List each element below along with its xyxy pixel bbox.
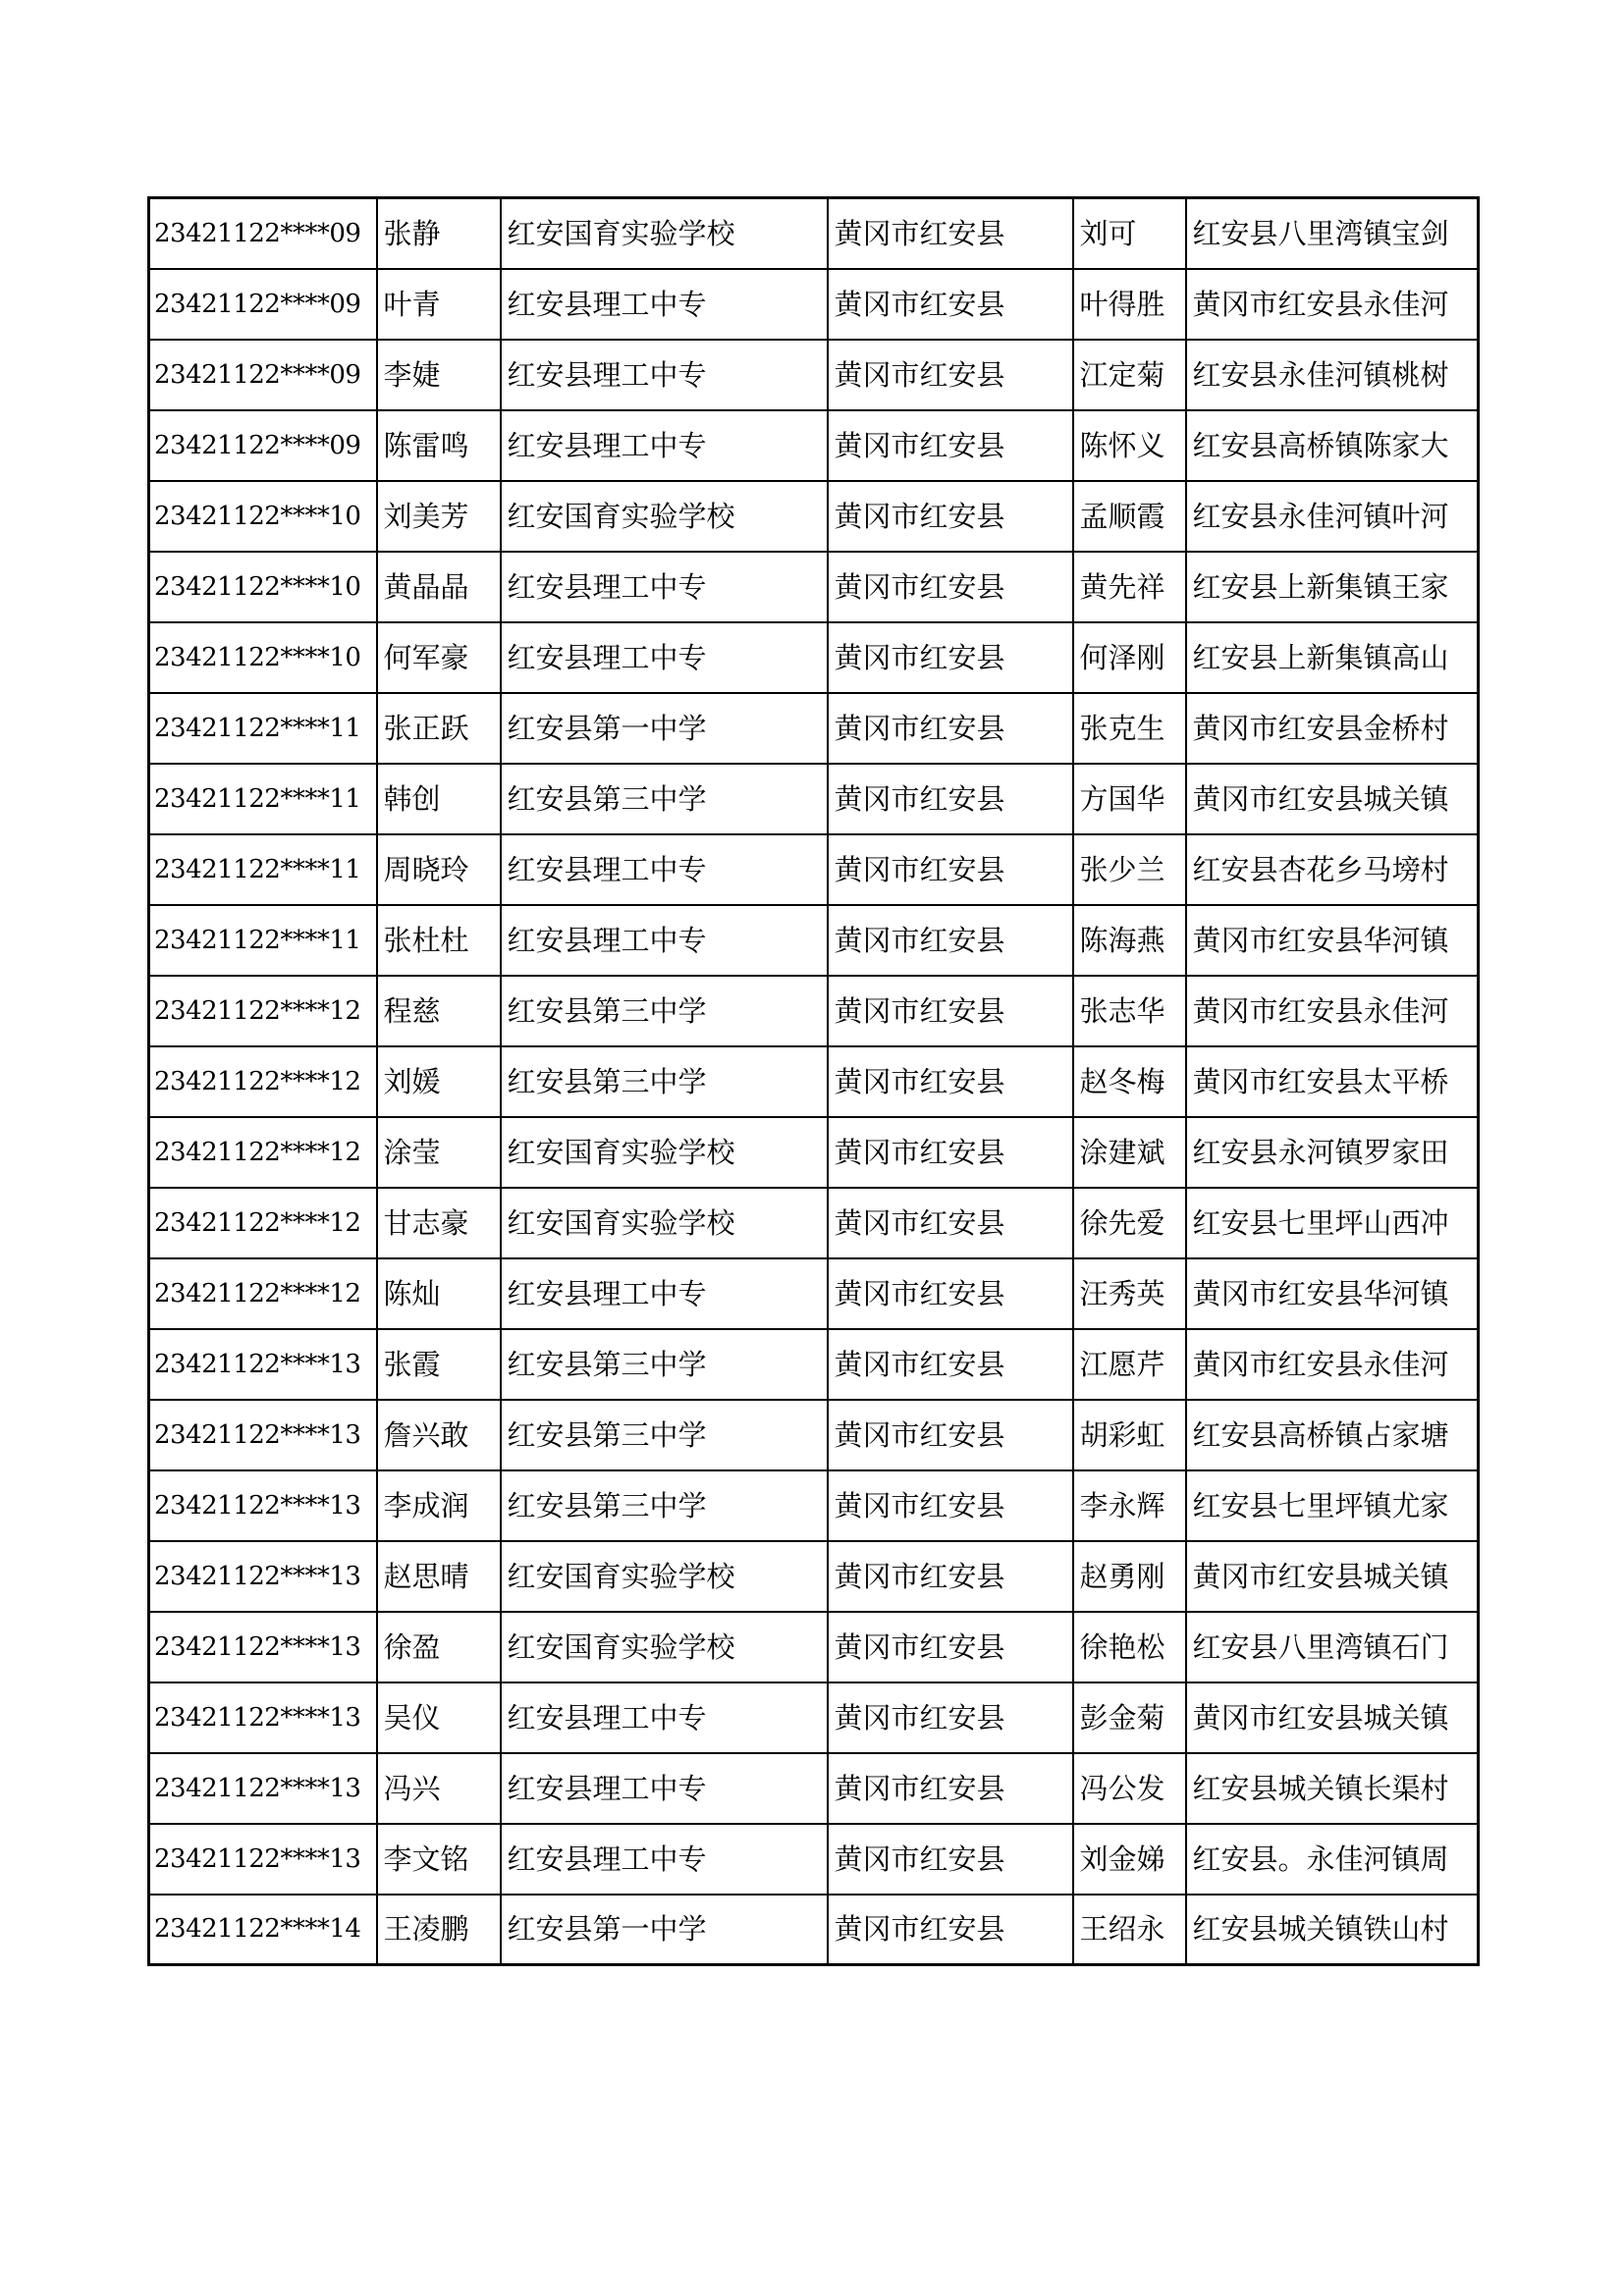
region-cell: 黄冈市红安县 bbox=[828, 1046, 1073, 1117]
region-cell: 黄冈市红安县 bbox=[828, 481, 1073, 552]
guardian-cell: 徐先爱 bbox=[1073, 1188, 1186, 1258]
id-cell: 23421122****11 bbox=[149, 693, 377, 764]
region-cell: 黄冈市红安县 bbox=[828, 693, 1073, 764]
id-cell: 23421122****12 bbox=[149, 1046, 377, 1117]
guardian-cell: 赵冬梅 bbox=[1073, 1046, 1186, 1117]
id-cell: 23421122****12 bbox=[149, 1117, 377, 1188]
region-cell: 黄冈市红安县 bbox=[828, 834, 1073, 905]
guardian-cell: 黄先祥 bbox=[1073, 552, 1186, 622]
table-row bbox=[149, 198, 1479, 269]
name-cell: 涂莹 bbox=[377, 1117, 501, 1188]
table-row bbox=[149, 834, 1479, 905]
region-cell: 黄冈市红安县 bbox=[828, 1895, 1073, 1965]
school-cell: 红安国育实验学校 bbox=[501, 1117, 828, 1188]
name-cell: 周晓玲 bbox=[377, 834, 501, 905]
address-cell: 黄冈市红安县城关镇 bbox=[1186, 1541, 1479, 1612]
region-cell: 黄冈市红安县 bbox=[828, 1400, 1073, 1470]
school-cell: 红安国育实验学校 bbox=[501, 1541, 828, 1612]
school-cell: 红安县理工中专 bbox=[501, 340, 828, 410]
guardian-cell: 张志华 bbox=[1073, 976, 1186, 1046]
address-cell: 黄冈市红安县华河镇 bbox=[1186, 905, 1479, 976]
table-row bbox=[149, 481, 1479, 552]
table-row bbox=[149, 1400, 1479, 1470]
name-cell: 张杜杜 bbox=[377, 905, 501, 976]
school-cell: 红安县理工中专 bbox=[501, 1824, 828, 1895]
table-row bbox=[149, 905, 1479, 976]
guardian-cell: 江愿芹 bbox=[1073, 1329, 1186, 1400]
guardian-cell: 江定菊 bbox=[1073, 340, 1186, 410]
address-cell: 红安县七里坪山西冲 bbox=[1186, 1188, 1479, 1258]
address-cell: 红安县永佳河镇桃树 bbox=[1186, 340, 1479, 410]
table-row bbox=[149, 1541, 1479, 1612]
guardian-cell: 涂建斌 bbox=[1073, 1117, 1186, 1188]
address-cell: 红安县永佳河镇叶河 bbox=[1186, 481, 1479, 552]
guardian-cell: 刘可 bbox=[1073, 198, 1186, 269]
region-cell: 黄冈市红安县 bbox=[828, 269, 1073, 340]
region-cell: 黄冈市红安县 bbox=[828, 1117, 1073, 1188]
address-cell: 黄冈市红安县永佳河 bbox=[1186, 1329, 1479, 1400]
address-cell: 红安县上新集镇王家 bbox=[1186, 552, 1479, 622]
school-cell: 红安县第三中学 bbox=[501, 1470, 828, 1541]
guardian-cell: 刘金娣 bbox=[1073, 1824, 1186, 1895]
school-cell: 红安国育实验学校 bbox=[501, 481, 828, 552]
school-cell: 红安县理工中专 bbox=[501, 622, 828, 693]
guardian-cell: 孟顺霞 bbox=[1073, 481, 1186, 552]
region-cell: 黄冈市红安县 bbox=[828, 1258, 1073, 1329]
table-row bbox=[149, 764, 1479, 834]
address-cell: 黄冈市红安县太平桥 bbox=[1186, 1046, 1479, 1117]
guardian-cell: 张克生 bbox=[1073, 693, 1186, 764]
school-cell: 红安县第一中学 bbox=[501, 693, 828, 764]
name-cell: 陈灿 bbox=[377, 1258, 501, 1329]
region-cell: 黄冈市红安县 bbox=[828, 1682, 1073, 1753]
id-cell: 23421122****13 bbox=[149, 1470, 377, 1541]
guardian-cell: 赵勇刚 bbox=[1073, 1541, 1186, 1612]
name-cell: 冯兴 bbox=[377, 1753, 501, 1824]
id-cell: 23421122****10 bbox=[149, 552, 377, 622]
address-cell: 红安县上新集镇高山 bbox=[1186, 622, 1479, 693]
table-row bbox=[149, 1046, 1479, 1117]
region-cell: 黄冈市红安县 bbox=[828, 410, 1073, 481]
records-body bbox=[149, 198, 1479, 1965]
school-cell: 红安县理工中专 bbox=[501, 1682, 828, 1753]
id-cell: 23421122****13 bbox=[149, 1753, 377, 1824]
name-cell: 张静 bbox=[377, 198, 501, 269]
table-row bbox=[149, 340, 1479, 410]
id-cell: 23421122****10 bbox=[149, 622, 377, 693]
name-cell: 吴仪 bbox=[377, 1682, 501, 1753]
address-cell: 红安县七里坪镇尤家 bbox=[1186, 1470, 1479, 1541]
school-cell: 红安县第三中学 bbox=[501, 1400, 828, 1470]
school-cell: 红安县第三中学 bbox=[501, 764, 828, 834]
table-row bbox=[149, 1824, 1479, 1895]
name-cell: 叶青 bbox=[377, 269, 501, 340]
school-cell: 红安县理工中专 bbox=[501, 552, 828, 622]
name-cell: 甘志豪 bbox=[377, 1188, 501, 1258]
region-cell: 黄冈市红安县 bbox=[828, 1470, 1073, 1541]
name-cell: 何军豪 bbox=[377, 622, 501, 693]
name-cell: 李成润 bbox=[377, 1470, 501, 1541]
region-cell: 黄冈市红安县 bbox=[828, 552, 1073, 622]
address-cell: 红安县城关镇长渠村 bbox=[1186, 1753, 1479, 1824]
guardian-cell: 王绍永 bbox=[1073, 1895, 1186, 1965]
name-cell: 刘美芳 bbox=[377, 481, 501, 552]
id-cell: 23421122****13 bbox=[149, 1612, 377, 1682]
region-cell: 黄冈市红安县 bbox=[828, 764, 1073, 834]
region-cell: 黄冈市红安县 bbox=[828, 976, 1073, 1046]
school-cell: 红安国育实验学校 bbox=[501, 198, 828, 269]
school-cell: 红安县第三中学 bbox=[501, 976, 828, 1046]
address-cell: 黄冈市红安县金桥村 bbox=[1186, 693, 1479, 764]
school-cell: 红安县理工中专 bbox=[501, 1753, 828, 1824]
region-cell: 黄冈市红安县 bbox=[828, 1329, 1073, 1400]
id-cell: 23421122****12 bbox=[149, 976, 377, 1046]
table-row bbox=[149, 1753, 1479, 1824]
guardian-cell: 彭金菊 bbox=[1073, 1682, 1186, 1753]
name-cell: 陈雷鸣 bbox=[377, 410, 501, 481]
guardian-cell: 叶得胜 bbox=[1073, 269, 1186, 340]
guardian-cell: 何泽刚 bbox=[1073, 622, 1186, 693]
guardian-cell: 李永辉 bbox=[1073, 1470, 1186, 1541]
name-cell: 徐盈 bbox=[377, 1612, 501, 1682]
address-cell: 红安县高桥镇陈家大 bbox=[1186, 410, 1479, 481]
address-cell: 红安县杏花乡马塝村 bbox=[1186, 834, 1479, 905]
school-cell: 红安县第三中学 bbox=[501, 1329, 828, 1400]
region-cell: 黄冈市红安县 bbox=[828, 1753, 1073, 1824]
id-cell: 23421122****13 bbox=[149, 1682, 377, 1753]
table-row bbox=[149, 410, 1479, 481]
region-cell: 黄冈市红安县 bbox=[828, 1541, 1073, 1612]
table-row bbox=[149, 693, 1479, 764]
address-cell: 红安县城关镇铁山村 bbox=[1186, 1895, 1479, 1965]
id-cell: 23421122****10 bbox=[149, 481, 377, 552]
region-cell: 黄冈市红安县 bbox=[828, 1188, 1073, 1258]
id-cell: 23421122****11 bbox=[149, 834, 377, 905]
name-cell: 王凌鹏 bbox=[377, 1895, 501, 1965]
name-cell: 黄晶晶 bbox=[377, 552, 501, 622]
id-cell: 23421122****14 bbox=[149, 1895, 377, 1965]
address-cell: 黄冈市红安县永佳河 bbox=[1186, 976, 1479, 1046]
id-cell: 23421122****09 bbox=[149, 269, 377, 340]
name-cell: 李文铭 bbox=[377, 1824, 501, 1895]
table-row bbox=[149, 622, 1479, 693]
address-cell: 黄冈市红安县华河镇 bbox=[1186, 1258, 1479, 1329]
school-cell: 红安县理工中专 bbox=[501, 834, 828, 905]
guardian-cell: 徐艳松 bbox=[1073, 1612, 1186, 1682]
region-cell: 黄冈市红安县 bbox=[828, 198, 1073, 269]
school-cell: 红安县理工中专 bbox=[501, 410, 828, 481]
address-cell: 黄冈市红安县永佳河 bbox=[1186, 269, 1479, 340]
table-row bbox=[149, 1258, 1479, 1329]
id-cell: 23421122****12 bbox=[149, 1188, 377, 1258]
guardian-cell: 冯公发 bbox=[1073, 1753, 1186, 1824]
name-cell: 刘媛 bbox=[377, 1046, 501, 1117]
name-cell: 张正跃 bbox=[377, 693, 501, 764]
region-cell: 黄冈市红安县 bbox=[828, 905, 1073, 976]
school-cell: 红安国育实验学校 bbox=[501, 1188, 828, 1258]
id-cell: 23421122****13 bbox=[149, 1400, 377, 1470]
school-cell: 红安县第一中学 bbox=[501, 1895, 828, 1965]
name-cell: 程慈 bbox=[377, 976, 501, 1046]
school-cell: 红安国育实验学校 bbox=[501, 1612, 828, 1682]
school-cell: 红安县理工中专 bbox=[501, 905, 828, 976]
id-cell: 23421122****13 bbox=[149, 1824, 377, 1895]
id-cell: 23421122****12 bbox=[149, 1258, 377, 1329]
name-cell: 张霞 bbox=[377, 1329, 501, 1400]
address-cell: 红安县高桥镇占家塘 bbox=[1186, 1400, 1479, 1470]
id-cell: 23421122****11 bbox=[149, 764, 377, 834]
table-row bbox=[149, 1188, 1479, 1258]
guardian-cell: 汪秀英 bbox=[1073, 1258, 1186, 1329]
name-cell: 詹兴敢 bbox=[377, 1400, 501, 1470]
address-cell: 黄冈市红安县城关镇 bbox=[1186, 764, 1479, 834]
address-cell: 红安县永河镇罗家田 bbox=[1186, 1117, 1479, 1188]
table-row bbox=[149, 1470, 1479, 1541]
guardian-cell: 胡彩虹 bbox=[1073, 1400, 1186, 1470]
guardian-cell: 陈怀义 bbox=[1073, 410, 1186, 481]
region-cell: 黄冈市红安县 bbox=[828, 1612, 1073, 1682]
address-cell: 红安县八里湾镇石门 bbox=[1186, 1612, 1479, 1682]
name-cell: 李婕 bbox=[377, 340, 501, 410]
id-cell: 23421122****09 bbox=[149, 410, 377, 481]
table-row bbox=[149, 976, 1479, 1046]
table-row bbox=[149, 1329, 1479, 1400]
table-row bbox=[149, 269, 1479, 340]
id-cell: 23421122****09 bbox=[149, 198, 377, 269]
id-cell: 23421122****11 bbox=[149, 905, 377, 976]
records-table bbox=[147, 196, 1480, 1966]
address-cell: 红安县。永佳河镇周 bbox=[1186, 1824, 1479, 1895]
region-cell: 黄冈市红安县 bbox=[828, 340, 1073, 410]
school-cell: 红安县第三中学 bbox=[501, 1046, 828, 1117]
guardian-cell: 张少兰 bbox=[1073, 834, 1186, 905]
address-cell: 红安县八里湾镇宝剑 bbox=[1186, 198, 1479, 269]
table-row bbox=[149, 1117, 1479, 1188]
table-row bbox=[149, 552, 1479, 622]
id-cell: 23421122****13 bbox=[149, 1329, 377, 1400]
table-row bbox=[149, 1612, 1479, 1682]
id-cell: 23421122****13 bbox=[149, 1541, 377, 1612]
school-cell: 红安县理工中专 bbox=[501, 269, 828, 340]
name-cell: 赵思晴 bbox=[377, 1541, 501, 1612]
table-row bbox=[149, 1895, 1479, 1965]
id-cell: 23421122****09 bbox=[149, 340, 377, 410]
region-cell: 黄冈市红安县 bbox=[828, 1824, 1073, 1895]
name-cell: 韩创 bbox=[377, 764, 501, 834]
address-cell: 黄冈市红安县城关镇 bbox=[1186, 1682, 1479, 1753]
guardian-cell: 方国华 bbox=[1073, 764, 1186, 834]
school-cell: 红安县理工中专 bbox=[501, 1258, 828, 1329]
table-row bbox=[149, 1682, 1479, 1753]
guardian-cell: 陈海燕 bbox=[1073, 905, 1186, 976]
region-cell: 黄冈市红安县 bbox=[828, 622, 1073, 693]
